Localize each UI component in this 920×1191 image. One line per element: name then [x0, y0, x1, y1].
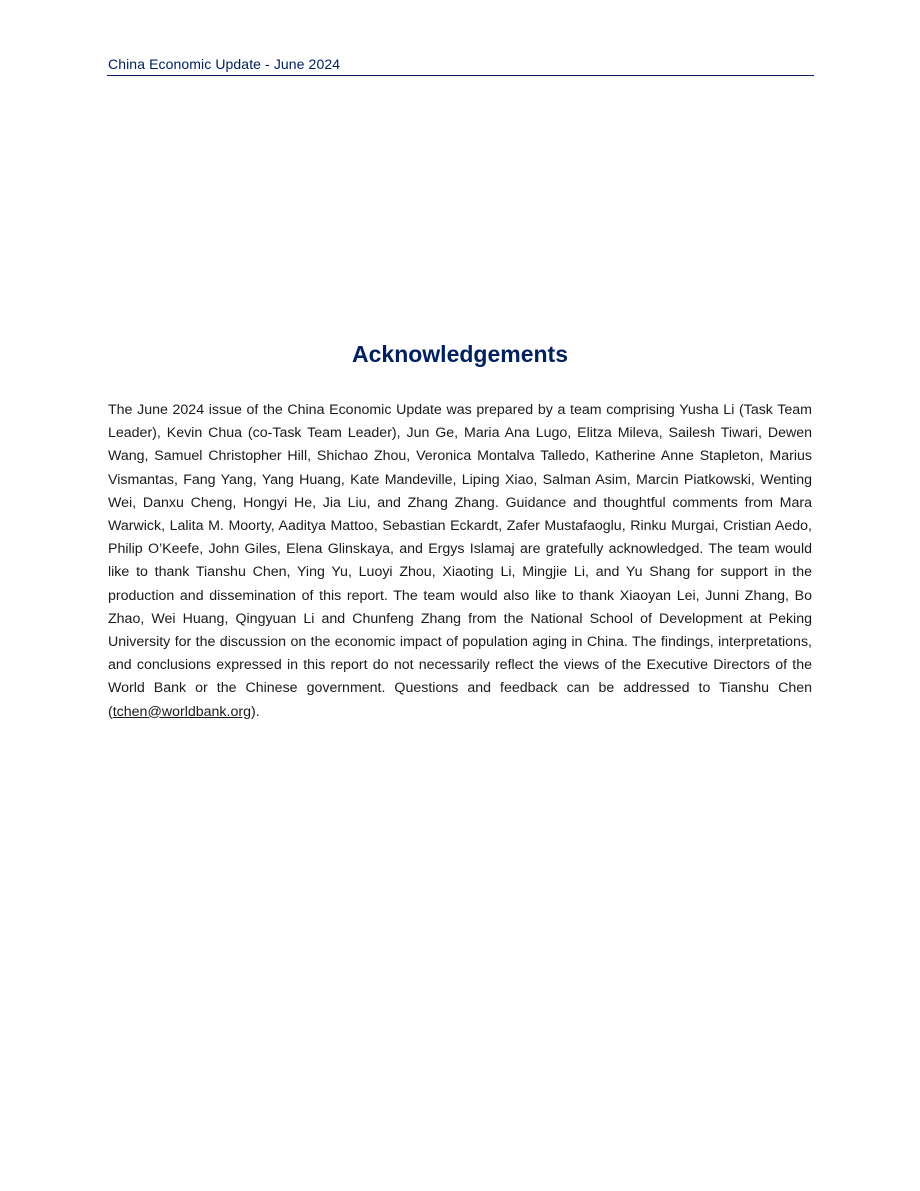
paragraph-text: The June 2024 issue of the China Economic Update was prepared by a team comprising Yusha Li (Task Team Leader), Kevin Chua (co-Task Team Leader), Jun Ge, Maria Ana Lugo, Elitza Mileva, Sailesh Tiwari, Dewen Wang, Samuel Christopher Hill, Shichao Zhou, Veronica Montalva Talledo, Katherine Anne Stapleton, Marius Vismantas, Fang Yang, Yang Huang, Kate Mandeville, Liping Xiao, Salman Asim, Marcin Piatkowski, Wenting Wei, Danxu Cheng, Hongyi He, Jia Liu, and Zhang Zhang. Guidance and thoughtful comments from Mara Warwick, Lalita M. Moorty, Aaditya Mattoo, Sebastian Eckardt, Zafer Mustafaoglu, Rinku Murgai, Cristian Aedo, Philip O’Keefe, John Giles, Elena Glinskaya, and Ergys Islamaj are gratefully acknowledged. The team would like to thank Tianshu Chen, Ying Yu, Luoyi Zhou, Xiaoting Li, Mingjie Li, and Yu Shang for support in the production and dissemination of this report. The team would also like to thank Xiaoyan Lei, Junni Zhang, Bo Zhao, Wei Huang, Qingyuan Li and Chunfeng Zhang from the National School of Development at Peking University for the discussion on the economic impact of population aging in China. The findings, interpretations, and conclusions expressed in this report do not necessarily reflect the views of the Executive Directors of the World Bank or the Chinese government. Questions and feedback can be addressed to Tianshu Chen (	[108, 402, 812, 720]
contact-email-link[interactable]: tchen@worldbank.org	[112, 703, 251, 720]
paragraph-closing: ).	[250, 703, 260, 720]
acknowledgements-paragraph	[108, 399, 812, 724]
header-divider	[107, 75, 814, 76]
section-title: Acknowledgements	[352, 341, 568, 367]
running-header: China Economic Update - June 2024	[108, 56, 341, 72]
